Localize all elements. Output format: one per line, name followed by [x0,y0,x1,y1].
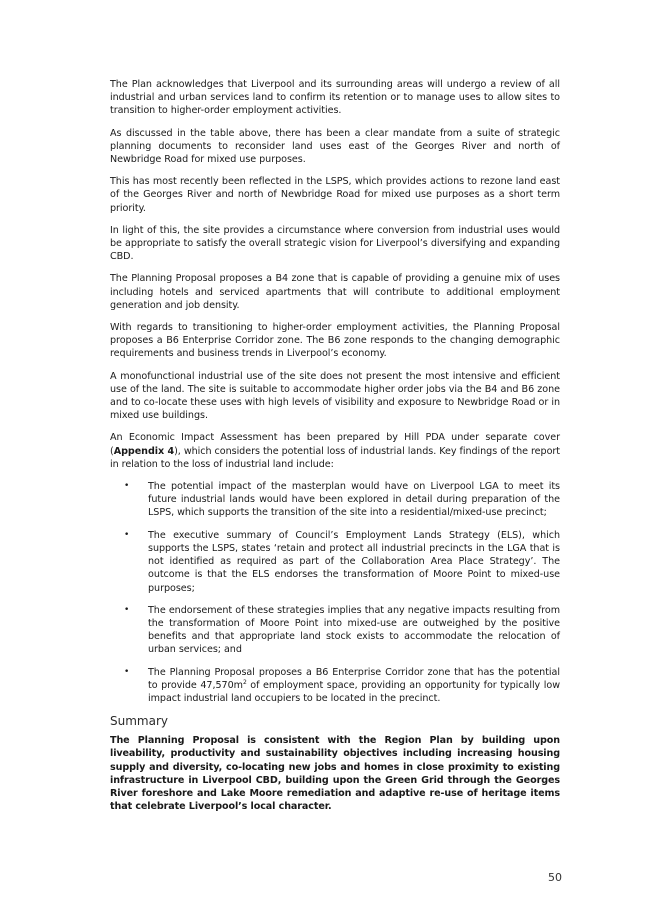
list-item-text: The endorsement of these strategies implies that any negative impacts resulting from the transformation of Moore Point into mixed-use are outweighed by the positive benefits and that appropriate land stock exists to accommodate the relocation of urban services; and [148,604,560,656]
summary-text: The Planning Proposal is consistent with the Region Plan by building upon liveability, productivity and sustainability objectives including increasing housing supply and diversity, co-locating new jobs and homes in close proximity to existing infrastructure in Liverpool CBD, building upon the Green Grid through the Georges River foreshore and Lake Moore remediation and adaptive re-use of heritage items that celebrate Liverpool’s local character. [110,735,560,813]
eia-text-after: ), which considers the potential loss of industrial lands. Key findings of the report in relation to the loss of industrial land include: [110,445,560,470]
bullet-icon: • [124,481,130,492]
page-content [110,78,560,813]
bullet-icon: • [124,604,130,615]
eia-text-before: An Economic Impact Assessment has been prepared by Hill PDA under separate cover ( [110,432,560,457]
list-item [110,604,560,657]
list-item-text: The potential impact of the masterplan would have on Liverpool LGA to meet its future industrial lands would have been explored in detail during preparation of the LSPS, which supports the transition of the site into a residential/mixed-use precinct; [148,481,560,519]
paragraph-lsps: This has most recently been reflected in the LSPS, which provides actions to rezone land east of the Georges River and north of Newbridge Road for mixed use purposes as a short term priority. [110,176,560,214]
paragraph-monofunctional: A monofunctional industrial use of the site does not present the most intensive and efficient use of the land. The site is suitable to accommodate higher order jobs via the B4 and B6 zone and to co-locate these uses with high levels of visibility and exposure to Newbridge Road or in mixed use buildings. [110,370,560,422]
paragraph-strategic-mandate: As discussed in the table above, there has been a clear mandate from a suite of strategic planning documents to reconsider land uses east of the Georges River and north of Newbridge Road for mixed use purposes. [110,127,560,166]
list-item [110,480,560,520]
paragraph-b4-zone: The Planning Proposal proposes a B4 zone that is capable of providing a genuine mix of uses including hotels and serviced apartments that will contribute to additional employment generation and job density. [110,273,560,311]
list-item-text: The executive summary of Council’s Employment Lands Strategy (ELS), which supports the LSPS, states ‘retain and protect all industrial precincts in the LGA that is not identified as required as part of the Collaboration Area Place Strategy’. The outcome is that the ELS endorses the transformation of Moore Point to mixed-use purposes; [148,529,560,594]
paragraph-conversion: In light of this, the site provides a circumstance where conversion from industrial uses would be appropriate to satisfy the overall strategic vision for Liverpool’s diversifying and expanding CBD. [110,224,560,263]
appendix-reference: Appendix 4 [113,445,175,457]
last-bullet-after: of employment space, providing an opportunity for typically low impact industrial land occupiers to be located in the precinct. [148,679,560,704]
key-findings-list [110,480,560,705]
last-bullet-before: The Planning Proposal proposes a B6 Enterprise Corridor zone that has the potential to provide 47,570m [148,666,560,691]
squared-superscript: 2 [242,678,247,686]
list-item [110,529,560,595]
list-item-text [148,667,560,704]
page-number: 50 [548,871,562,884]
summary-heading: Summary [110,714,168,729]
bullet-icon: • [124,666,130,677]
paragraph-b6-zone: With regards to transitioning to higher-order employment activities, the Planning Proposal proposes a B6 Enterprise Corridor zone. The B6 zone responds to the changing demographic requirements and business trends in Liverpool’s economy. [110,322,560,360]
paragraph-economic-impact [110,431,560,471]
list-item [110,666,560,706]
bullet-icon: • [124,529,130,540]
paragraph-plan-review: The Plan acknowledges that Liverpool and its surrounding areas will undergo a review of all industrial and urban services land to confirm its retention or to manage uses to allow sites to transition to higher-order employment activities. [110,79,560,117]
